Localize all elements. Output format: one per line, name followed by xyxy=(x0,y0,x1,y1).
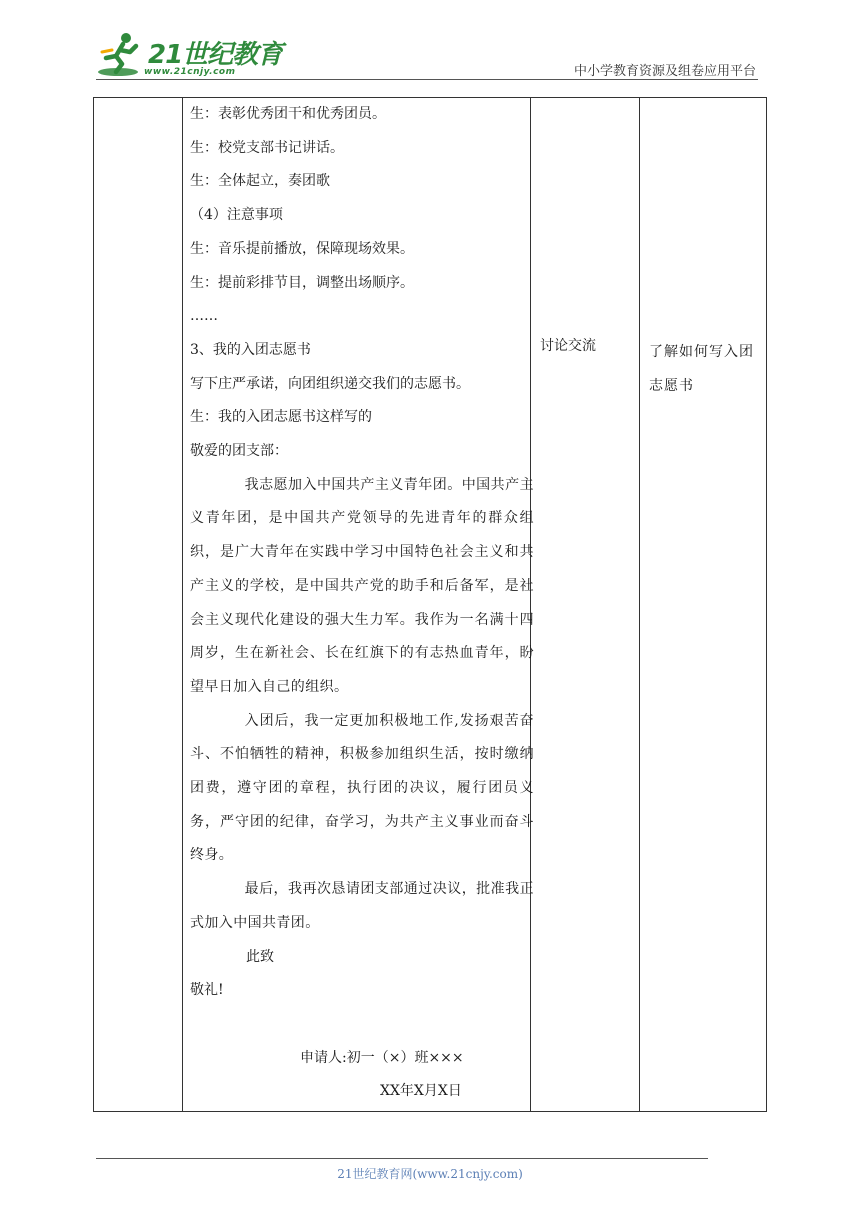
column-divider-3 xyxy=(639,98,640,1111)
content-line: 生：全体起立，奏团歌 xyxy=(190,173,330,190)
runner-logo-icon xyxy=(96,30,146,78)
content-line: 生：提前彩排节目，调整出场顺序。 xyxy=(190,274,414,291)
letter-salutation: 敬爱的团支部： xyxy=(190,443,288,460)
letter-paragraph-3: 最后，我再次恳请团支部通过决议，批准我正式加入中国共青团。 xyxy=(190,881,534,931)
column-divider-1 xyxy=(182,98,183,1111)
letter-closing-2: 敬礼! xyxy=(190,982,224,999)
logo-text: 21世纪教育 xyxy=(148,40,283,70)
letter-paragraph-2: 入团后，我一定更加积极地工作,发扬艰苦奋斗、不怕牺牲的精神，积极参加组织生活，按时缴纳团费，遵守团的章程，执行团的决议，履行团员义务，严守团的纪律，奋学习，为共产主义事业而奋斗终身。 xyxy=(190,712,534,864)
activity-content-cell xyxy=(190,98,534,1109)
content-line: （4）注意事项 xyxy=(190,207,283,224)
student-activity-cell: 讨论交流 xyxy=(540,338,596,354)
letter-date: XX年X月X日 xyxy=(380,1083,462,1100)
content-line: 写下庄严承诺，向团组织递交我们的志愿书。 xyxy=(190,375,470,392)
platform-name: 中小学教育资源及组卷应用平台 xyxy=(573,64,756,79)
design-intent-cell: 了解如何写入团志愿书 xyxy=(649,344,754,394)
site-logo[interactable] xyxy=(96,30,283,82)
section-heading: 3、我的入团志愿书 xyxy=(190,341,311,358)
content-line: 生：音乐提前播放，保障现场效果。 xyxy=(190,240,414,257)
content-line: …… xyxy=(190,308,218,325)
footer-link[interactable]: 21世纪教育网(www.21cnjy.com) xyxy=(337,1167,523,1181)
header-divider xyxy=(96,79,758,80)
page-header xyxy=(0,0,860,90)
letter-paragraph-1: 我志愿加入中国共产主义青年团。中国共产主义青年团，是中国共产党领导的先进青年的群众组织，是广大青年在实践中学习中国特色社会主义和共产主义的学校，是中国共产党的助手和后备军，是社会主义现代化建设的强大生力军。我作为一名满十四周岁，生在新社会、长在红旗下的有志热血青年，盼望早日加入自己的组织。 xyxy=(190,476,534,695)
logo-url: www.21cnjy.com xyxy=(144,67,236,77)
content-line: 生：我的入团志愿书这样写的 xyxy=(190,409,372,426)
content-line: 生：校党支部书记讲话。 xyxy=(190,139,344,156)
content-line: 生：表彰优秀团干和优秀团员。 xyxy=(190,106,386,122)
blank-line xyxy=(190,1008,534,1042)
lesson-table xyxy=(93,97,767,1112)
letter-signature: 申请人:初一（×）班××× xyxy=(300,1049,464,1066)
footer-divider xyxy=(96,1158,708,1159)
letter-closing-1: 此致 xyxy=(246,948,274,965)
